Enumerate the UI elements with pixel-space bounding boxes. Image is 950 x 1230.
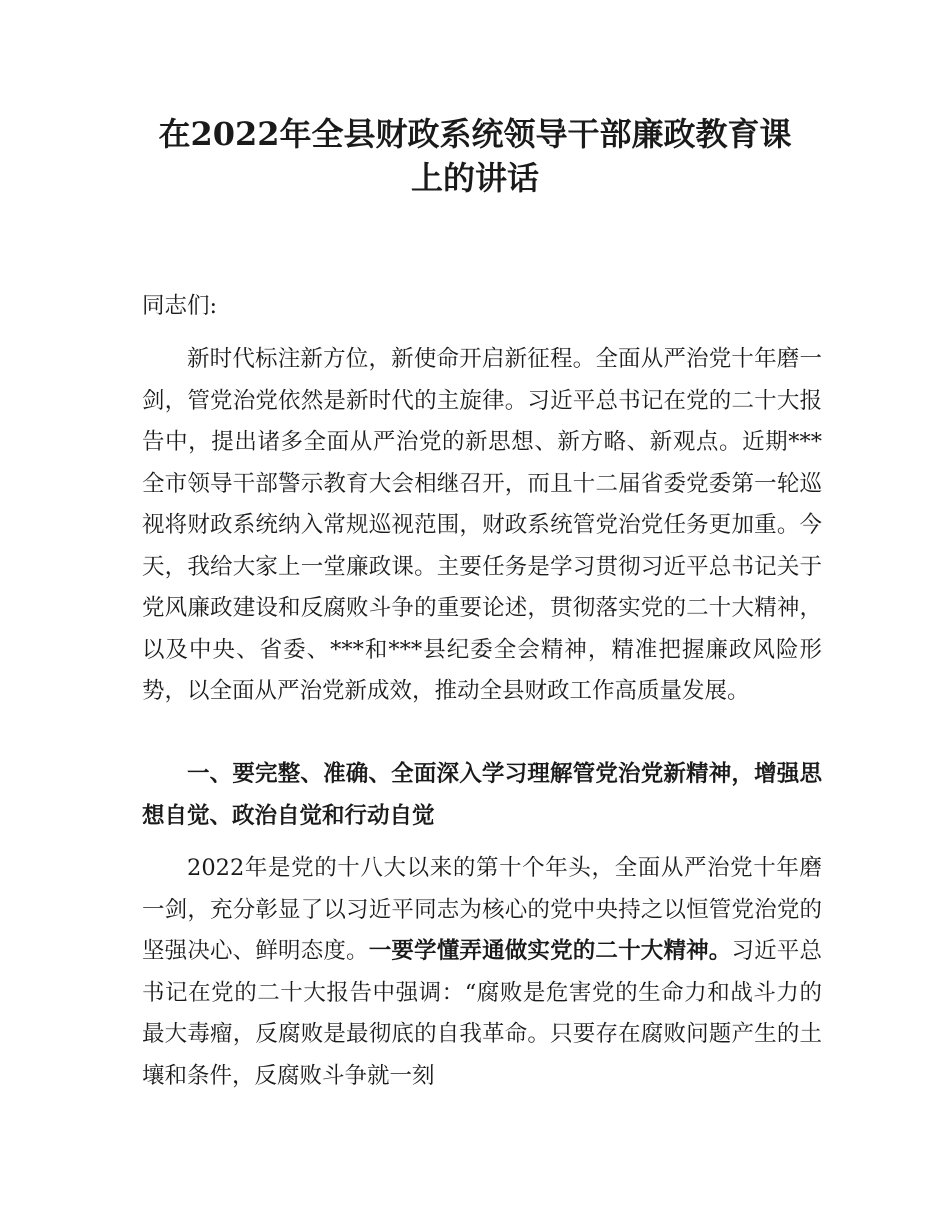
paragraph-section-1-text-b: 习近平总书记在党的二十大报告中强调：“腐败是危害党的生命力和战斗力的最大毒瘤，反腐败是最彻底的自我革命。只要存在腐败问题产生的土壤和条件，反腐败斗争就一刻 xyxy=(142,938,822,1089)
paragraph-intro: 新时代标注新方位，新使命开启新征程。全面从严治党十年磨一剑，管党治党依然是新时代的主旋律。习近平总书记在党的二十大报告中，提出诸多全面从严治党的新思想、新方略、新观点。近期***全市领导干部警示教育大会相继召开，而且十二届省委党委第一轮巡视将财政系统纳入常规巡视范围，财政系统管党治党任务更加重。今天，我给大家上一堂廉政课。主要任务是学习贯彻习近平总书记关于党风廉政建设和反腐败斗争的重要论述，贯彻落实党的二十大精神，以及中央、省委、***和***县纪委全会精神，精准把握廉政风险形势，以全面从严治党新成效，推动全县财政工作高质量发展。 xyxy=(142,346,822,704)
title-line-2: 上的讲话 xyxy=(410,159,539,197)
section-heading-1: 一、要完整、准确、全面深入学习理解管党治党新精神，增强思想自觉、政治自觉和行动自觉 xyxy=(142,761,822,829)
salutation: 同志们: xyxy=(142,293,218,319)
document-title xyxy=(130,112,820,200)
paragraph-section-1 xyxy=(142,848,822,1097)
paragraph-section-1-text-a: 2022年是党的十八大以来的第十个年头，全面从严治党十年磨一剑，充分彰显了以习近平同志为核心的党中央持之以恒管党治党的坚强决心、鲜明态度。 xyxy=(142,855,822,964)
paragraph-section-1-bold-point: 一要学懂弄通做实党的二十大精神。 xyxy=(368,938,732,964)
title-line-1: 在2022年全县财政系统领导干部廉政教育课 xyxy=(158,115,792,153)
